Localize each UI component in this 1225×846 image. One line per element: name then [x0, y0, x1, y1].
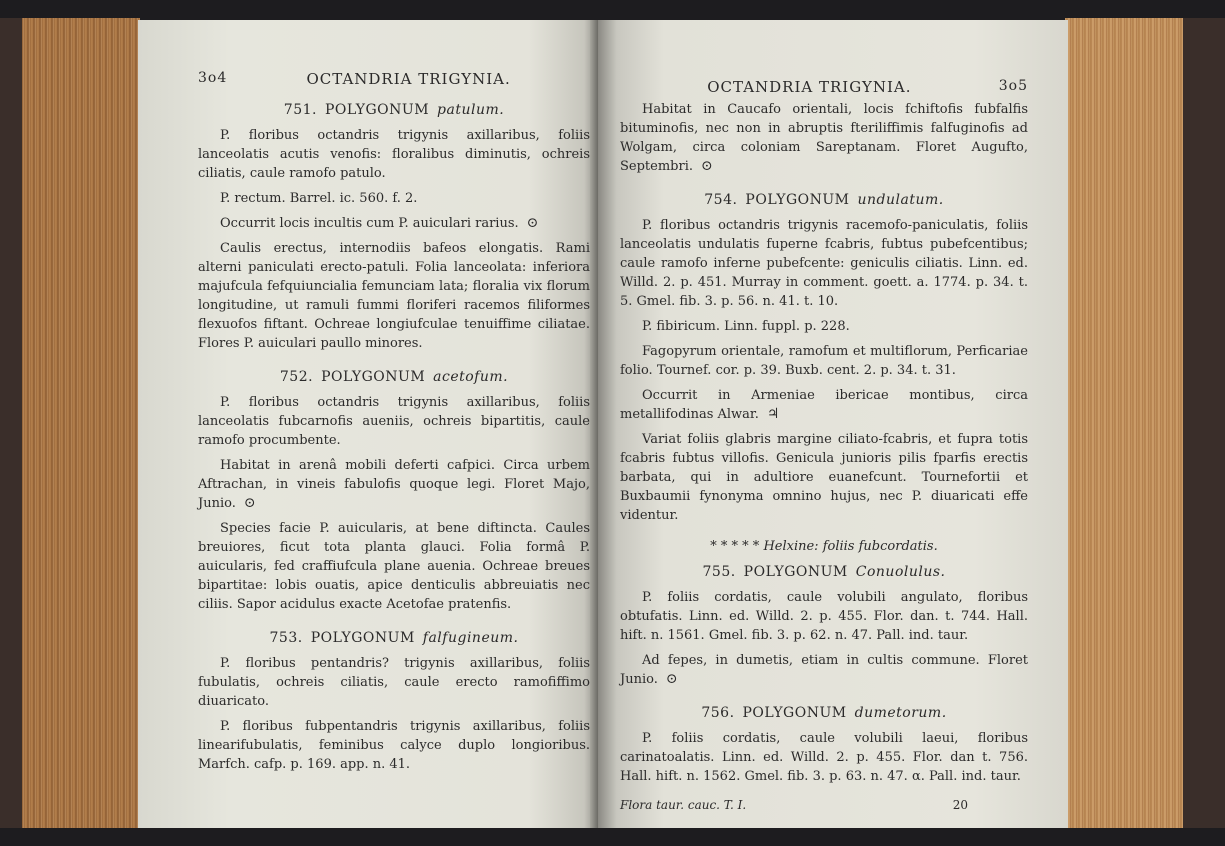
spacer [198, 614, 590, 620]
spacer [620, 689, 1028, 695]
heading-species: falfugineum. [422, 630, 519, 646]
heading-species: Conuolulus. [855, 564, 946, 580]
duration-symbol: ♃ [766, 406, 780, 422]
duration-symbol: ⊙ [665, 671, 678, 687]
paragraph-text: Occurrit in Armeniae ibericae montibus, circa metallifodinas Alwar. [620, 388, 1028, 422]
text-paragraph [620, 100, 1028, 176]
left-page-edges [0, 18, 140, 828]
heading-species: patulum. [437, 102, 505, 118]
left-running-title: OCTANDRIA TRIGYNIA. [306, 70, 511, 88]
paragraph-text: Habitat in arenâ mobili deferti cafpici. Circa urbem Aftrachan, in vineis fabulofis quoque legi. Floret Majo, Junio. [198, 458, 590, 511]
text-paragraph [620, 430, 1028, 525]
species-heading [198, 102, 590, 118]
text-paragraph [198, 717, 590, 774]
text-paragraph [620, 216, 1028, 311]
paragraph-text: Caulis erectus, internodiis bafeos elongatis. Rami alterni paniculati erecto-patuli. Folia lanceolata: inferiora majufcula fefquiuncialia femunciam lata; floralia vix florum longitudine, ut ramuli fummi floriferi racemos filiformes flexuofos fiftant. Ochreae longiufculae tenuiffime ciliatae. Flores P. auiculari paullo minores. [198, 241, 590, 351]
paragraph-text: Variat foliis glabris margine ciliato-fcabris, et fupra totis fcabris fubtus villofis. Genicula junioris pilis fparfis erectis barbata, qui in adultiore euanefcunt. Tournefortii et Buxbaumii fynonyma omnino hujus, nec P. diuaricati effe videntur. [620, 432, 1028, 523]
duration-symbol: ⊙ [526, 215, 539, 231]
heading-genus: POLYGONUM [742, 705, 847, 721]
paragraph-text: P. foliis cordatis, caule volubili angulato, floribus obtufatis. Linn. ed. Willd. 2. p. 455. Flor. dan. t. 744. Hall. hift. n. 1561. Gmel. fib. 3. p. 62. n. 47. Pall. ind. taur. [620, 590, 1028, 643]
heading-species: dumetorum. [854, 705, 947, 721]
paragraph-text: Species facie P. auicularis, at bene diftincta. Caules breuiores, ficut tota planta glauci. Folia formâ P. auicularis, fed craffiufcula plane auenia. Ochreae breues bipartitae: lobis ouatis, apice denticulis abbreuiatis nec ciliis. Sapor acidulus exacte Acetofae pratenfis. [198, 521, 590, 612]
heading-genus: POLYGONUM [745, 192, 850, 208]
species-heading [198, 369, 590, 385]
heading-genus: POLYGONUM [743, 564, 848, 580]
text-paragraph [620, 651, 1028, 689]
paragraph-text: P. floribus pentandris? trigynis axillaribus, foliis fubulatis, ochreis ciliatis, caule erecto ramofiffimo diuaricato. [198, 656, 590, 709]
paragraph-text: Habitat in Caucafo orientali, locis fchiftofis fubfalfis bituminofis, nec non in abruptis fteriliffimis falfuginofis ad Wolgam, circa coloniam Sareptanam. Floret Augufto, Septembri. [620, 102, 1028, 174]
paragraph-text: P. floribus octandris trigynis axillaribus, foliis lanceolatis fubcarnofis aueniis, ochreis bipartitis, caule ramofo procumbente. [198, 395, 590, 448]
heading-num: 754. [704, 192, 738, 208]
right-page-body [620, 100, 1028, 792]
heading-genus: POLYGONUM [324, 102, 430, 118]
heading-species: undulatum. [857, 192, 944, 208]
left-page [138, 20, 598, 828]
right-running-title: OCTANDRIA TRIGYNIA. [707, 78, 912, 96]
paragraph-text: P. floribus octandris trigynis racemofo-paniculatis, foliis lanceolatis undulatis fuperne fcabris, fubtus pubefcentibus; caule ramofo inferne pubefcente: geniculis ciliatis. Linn. ed. Willd. 2. p. 451. Murray in comment. goett. a. 1774. p. 34. t. 5. Gmel. fib. 3. p. 56. n. 41. t. 10. [620, 218, 1028, 309]
heading-species: acetofum. [433, 369, 509, 385]
text-paragraph [198, 456, 590, 513]
species-heading [620, 705, 1028, 721]
right-page-edges [1065, 18, 1225, 828]
text-paragraph [198, 189, 590, 208]
text-paragraph [620, 386, 1028, 424]
text-paragraph [198, 393, 590, 450]
right-page-number: 3o5 [998, 78, 1028, 94]
heading-num: 753. [269, 630, 303, 646]
text-paragraph [198, 519, 590, 614]
text-paragraph [198, 126, 590, 183]
spacer [198, 774, 590, 780]
text-paragraph [198, 214, 590, 233]
heading-genus: POLYGONUM [310, 630, 415, 646]
paragraph-text: Fagopyrum orientale, ramofum et multiflorum, Perficariae folio. Tournef. cor. p. 39. Buxb. cent. 2. p. 34. t. 31. [620, 344, 1028, 378]
left-page-body [198, 102, 590, 780]
paragraph-text: P. rectum. Barrel. ic. 560. f. 2. [220, 191, 418, 206]
duration-symbol: ⊙ [701, 158, 713, 174]
spacer [620, 525, 1028, 531]
heading-num: 756. [701, 705, 735, 721]
left-page-number: 3o4 [198, 70, 228, 86]
text-paragraph [198, 239, 590, 353]
left-cover [0, 18, 22, 828]
species-heading [198, 630, 590, 646]
right-page [598, 20, 1068, 828]
heading-num: 752. [279, 369, 314, 385]
spacer [198, 353, 590, 359]
species-heading [620, 192, 1028, 208]
section-subheading: * * * * * Helxine: foliis fubcordatis. [710, 539, 938, 554]
paragraph-text: Occurrit locis incultis cum P. auiculari rarius. [220, 216, 519, 231]
text-paragraph [198, 654, 590, 711]
heading-num: 755. [702, 564, 736, 580]
duration-symbol: ⊙ [243, 495, 256, 511]
spacer [620, 176, 1028, 182]
paragraph-text: P. floribus octandris trigynis axillaribus, foliis lanceolatis acutis venofis: floralibus diminutis, ochreis ciliatis, caule ramofo patulo. [198, 128, 590, 181]
right-page-footer [620, 798, 1028, 812]
paragraph-text: P. fibiricum. Linn. fuppl. p. 228. [642, 319, 850, 334]
species-heading [620, 564, 1028, 580]
paragraph-text: P. floribus fubpentandris trigynis axillaribus, foliis linearifubulatis, feminibus calyce duplo longioribus. Marfch. cafp. p. 169. app. n. 41. [198, 719, 590, 772]
left-running-head [198, 70, 590, 92]
text-paragraph [620, 729, 1028, 786]
paragraph-text: Ad fepes, in dumetis, etiam in cultis commune. Floret Junio. [620, 653, 1028, 687]
signature-line: Flora taur. cauc. T. I. [620, 798, 747, 812]
text-paragraph [620, 317, 1028, 336]
right-cover [1183, 18, 1225, 828]
heading-genus: POLYGONUM [321, 369, 426, 385]
signature-number: 20 [952, 798, 968, 812]
text-paragraph [620, 342, 1028, 380]
paragraph-text: P. foliis cordatis, caule volubili laeui, floribus carinatoalatis. Linn. ed. Willd. 2. p. 455. Flor. dan t. 756. Hall. hift. n. 1562. Gmel. fib. 3. p. 63. n. 47. α. Pall. ind. taur. [620, 731, 1028, 784]
heading-num: 751. [283, 102, 317, 118]
text-paragraph [620, 588, 1028, 645]
right-running-head [620, 78, 1028, 100]
spacer [620, 786, 1028, 792]
